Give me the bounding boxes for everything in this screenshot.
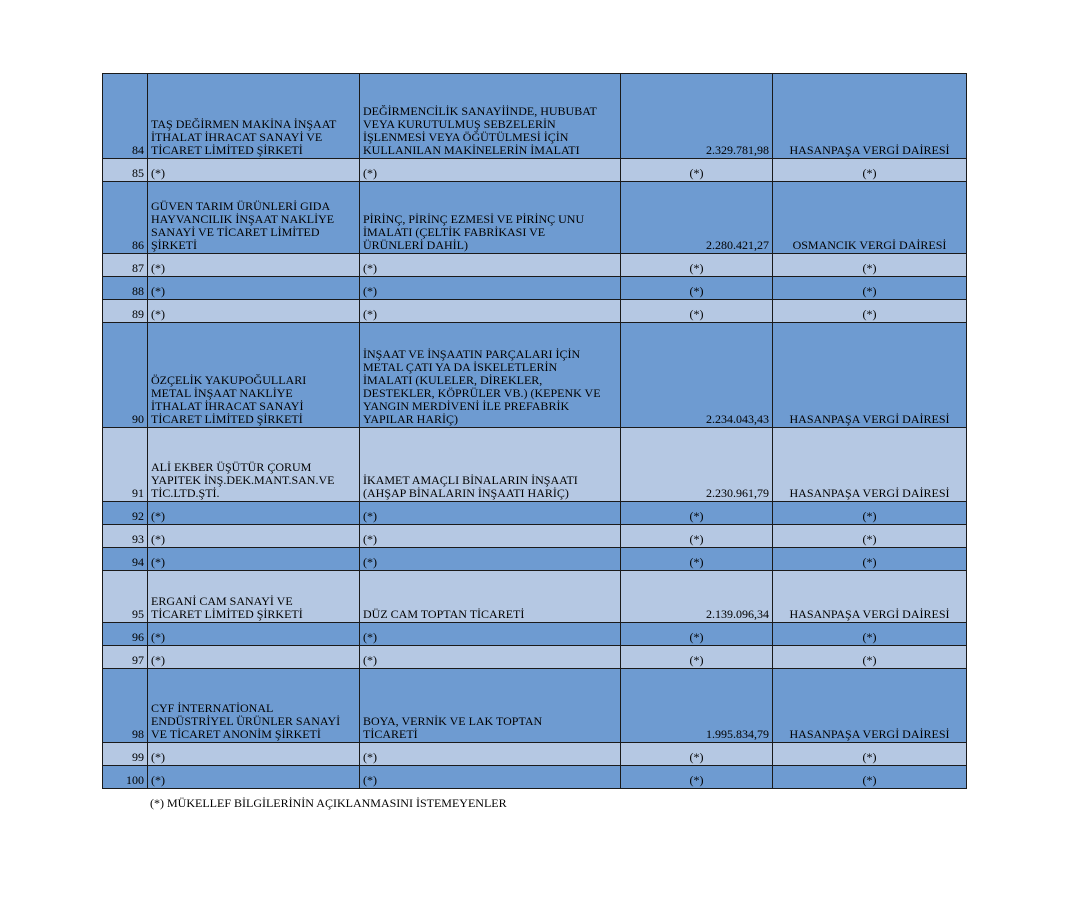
table-row — [103, 428, 967, 502]
tax-office: (*) — [773, 548, 967, 571]
activity: BOYA, VERNİK VE LAK TOPTAN TİCARETİ — [360, 669, 621, 743]
company-name: (*) — [148, 766, 360, 789]
table-row — [103, 74, 967, 159]
company-name: ALİ EKBER ÜŞÜTÜR ÇORUM YAPITEK İNŞ.DEK.MANT.SAN.VE TİC.LTD.ŞTİ. — [148, 428, 360, 502]
row-number: 97 — [103, 646, 148, 669]
company-name: (*) — [148, 277, 360, 300]
row-number: 92 — [103, 502, 148, 525]
company-name: ERGANİ CAM SANAYİ VE TİCARET LİMİTED ŞİRKETİ — [148, 571, 360, 623]
company-name: (*) — [148, 502, 360, 525]
row-number: 99 — [103, 743, 148, 766]
row-number: 96 — [103, 623, 148, 646]
table-row — [103, 502, 967, 525]
company-name: (*) — [148, 623, 360, 646]
amount: 2.280.421,27 — [621, 182, 773, 254]
activity: İKAMET AMAÇLI BİNALARIN İNŞAATI (AHŞAP BİNALARIN İNŞAATI HARİÇ) — [360, 428, 621, 502]
activity: (*) — [360, 743, 621, 766]
table-row — [103, 646, 967, 669]
table-row — [103, 277, 967, 300]
amount: (*) — [621, 743, 773, 766]
amount: (*) — [621, 525, 773, 548]
table-row — [103, 623, 967, 646]
table-row — [103, 669, 967, 743]
row-number: 100 — [103, 766, 148, 789]
company-name: (*) — [148, 159, 360, 182]
table-row — [103, 254, 967, 277]
activity: (*) — [360, 502, 621, 525]
row-number: 93 — [103, 525, 148, 548]
activity: (*) — [360, 254, 621, 277]
amount: 1.995.834,79 — [621, 669, 773, 743]
tax-office: HASANPAŞA VERGİ DAİRESİ — [773, 669, 967, 743]
tax-office: HASANPAŞA VERGİ DAİRESİ — [773, 323, 967, 428]
footnote: (*) MÜKELLEF BİLGİLERİNİN AÇIKLANMASINI İSTEMEYENLER — [150, 796, 507, 810]
table-row — [103, 743, 967, 766]
table-row — [103, 300, 967, 323]
row-number: 89 — [103, 300, 148, 323]
row-number: 95 — [103, 571, 148, 623]
activity: İNŞAAT VE İNŞAATIN PARÇALARI İÇİN METAL ÇATI YA DA İSKELETLERİN İMALATI (KULELER, DİREKLER, DESTEKLER, KÖPRÜLER VB.) (KEPENK VE YANGIN MERDİVENİ İLE PREFABRİK YAPILAR HARİÇ) — [360, 323, 621, 428]
activity: PİRİNÇ, PİRİNÇ EZMESİ VE PİRİNÇ UNU İMALATI (ÇELTİK FABRİKASI VE ÜRÜNLERİ DAHİL) — [360, 182, 621, 254]
company-name: (*) — [148, 646, 360, 669]
amount: (*) — [621, 502, 773, 525]
table-row — [103, 323, 967, 428]
amount: (*) — [621, 159, 773, 182]
row-number: 90 — [103, 323, 148, 428]
company-name: (*) — [148, 254, 360, 277]
amount: (*) — [621, 623, 773, 646]
row-number: 86 — [103, 182, 148, 254]
row-number: 85 — [103, 159, 148, 182]
amount: (*) — [621, 646, 773, 669]
amount: 2.139.096,34 — [621, 571, 773, 623]
amount: 2.329.781,98 — [621, 74, 773, 159]
table-row — [103, 766, 967, 789]
company-name: (*) — [148, 300, 360, 323]
company-name: (*) — [148, 743, 360, 766]
activity: (*) — [360, 548, 621, 571]
company-name: GÜVEN TARIM ÜRÜNLERİ GIDA HAYVANCILIK İNŞAAT NAKLİYE SANAYİ VE TİCARET LİMİTED ŞİRKETİ — [148, 182, 360, 254]
tax-office: (*) — [773, 277, 967, 300]
activity: DÜZ CAM TOPTAN TİCARETİ — [360, 571, 621, 623]
company-name: (*) — [148, 525, 360, 548]
amount: (*) — [621, 548, 773, 571]
amount: (*) — [621, 277, 773, 300]
table-row — [103, 525, 967, 548]
tax-office: (*) — [773, 300, 967, 323]
row-number: 88 — [103, 277, 148, 300]
tax-office: HASANPAŞA VERGİ DAİRESİ — [773, 74, 967, 159]
company-name: CYF İNTERNATİONAL ENDÜSTRİYEL ÜRÜNLER SANAYİ VE TİCARET ANONİM ŞİRKETİ — [148, 669, 360, 743]
row-number: 84 — [103, 74, 148, 159]
amount: 2.230.961,79 — [621, 428, 773, 502]
activity: (*) — [360, 525, 621, 548]
tax-office: (*) — [773, 159, 967, 182]
tax-office: HASANPAŞA VERGİ DAİRESİ — [773, 428, 967, 502]
activity: DEĞİRMENCİLİK SANAYİİNDE, HUBUBAT VEYA KURUTULMUŞ SEBZELERİN İŞLENMESİ VEYA ÖĞÜTÜLMESİ İÇİN KULLANILAN MAKİNELERİN İMALATI — [360, 74, 621, 159]
company-name: (*) — [148, 548, 360, 571]
tax-office: (*) — [773, 502, 967, 525]
company-name: ÖZÇELİK YAKUPOĞULLARI METAL İNŞAAT NAKLİYE İTHALAT İHRACAT SANAYİ TİCARET LİMİTED ŞİRKETİ — [148, 323, 360, 428]
tax-office: (*) — [773, 623, 967, 646]
activity: (*) — [360, 766, 621, 789]
tax-office: (*) — [773, 743, 967, 766]
company-name: TAŞ DEĞİRMEN MAKİNA İNŞAAT İTHALAT İHRACAT SANAYİ VE TİCARET LİMİTED ŞİRKETİ — [148, 74, 360, 159]
activity: (*) — [360, 159, 621, 182]
tax-office: (*) — [773, 525, 967, 548]
activity: (*) — [360, 277, 621, 300]
table-row — [103, 548, 967, 571]
row-number: 94 — [103, 548, 148, 571]
tax-office: (*) — [773, 646, 967, 669]
amount: (*) — [621, 766, 773, 789]
row-number: 91 — [103, 428, 148, 502]
tax-office: OSMANCIK VERGİ DAİRESİ — [773, 182, 967, 254]
tax-office: HASANPAŞA VERGİ DAİRESİ — [773, 571, 967, 623]
activity: (*) — [360, 300, 621, 323]
amount: (*) — [621, 300, 773, 323]
taxpayer-table-body — [103, 74, 967, 789]
taxpayer-table — [102, 73, 967, 789]
tax-office: (*) — [773, 254, 967, 277]
amount: (*) — [621, 254, 773, 277]
row-number: 98 — [103, 669, 148, 743]
table-row — [103, 571, 967, 623]
tax-office: (*) — [773, 766, 967, 789]
table-row — [103, 159, 967, 182]
amount: 2.234.043,43 — [621, 323, 773, 428]
table-row — [103, 182, 967, 254]
activity: (*) — [360, 623, 621, 646]
row-number: 87 — [103, 254, 148, 277]
activity: (*) — [360, 646, 621, 669]
